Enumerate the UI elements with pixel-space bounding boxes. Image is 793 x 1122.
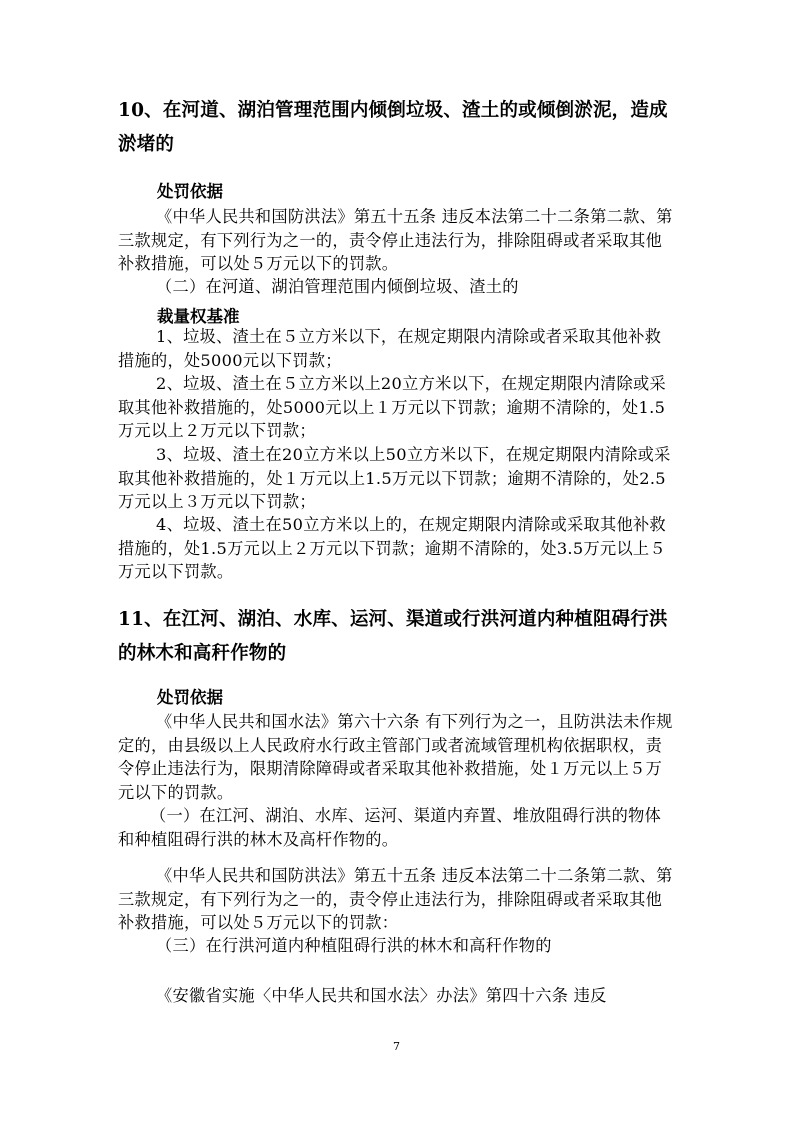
standard-item-1: 1、垃圾、渣土在５立方米以下，在规定期限内清除或者采取其他补救措施的，处5000元以下罚款； (118, 327, 662, 370)
standard-item-2: 2、垃圾、渣土在５立方米以上20立方米以下，在规定期限内清除或采取其他补救措施的，处5000元以上１万元以下罚款；逾期不清除的，处1.5万元以上２万元以下罚款； (118, 374, 666, 440)
section-10-basis-item: （二）在河道、湖泊管理范围内倾倒垃圾、渣土的 (156, 277, 519, 296)
section-11-flood-law-item: （三）在行洪河道内种植阻碍行洪的林木和高秆作物的 (156, 936, 552, 955)
section-11-water-law: 《中华人民共和国水法》第六十六条 有下列行为之一，且防洪法未作规定的，由县级以上人民政府水行政主管部门或者流域管理机构依据职权，责令停止违法行为，限期清除障碍或者采取其他补救措施，处１万元以上５万元以下的罚款。 (118, 712, 673, 802)
section-10-basis-title: 处罚依据 (157, 182, 223, 201)
section-11-anhui-regulation: 《安徽省实施〈中华人民共和国水法〉办法》第四十六条 违反 (156, 986, 607, 1005)
page-number: 7 (393, 1040, 400, 1053)
standard-item-4: 4、垃圾、渣土在50立方米以上的，在规定期限内清除或采取其他补救措施的，处1.5万元以上２万元以下罚款；逾期不清除的，处3.5万元以上５万元以下罚款。 (118, 515, 666, 581)
section-10-heading: 10、在河道、湖泊管理范围内倾倒垃圾、渣土的或倾倒淤泥，造成淤堵的 (118, 100, 668, 155)
section-10-basis-text: 《中华人民共和国防洪法》第五十五条 违反本法第二十二条第二款、第三款规定，有下列行为之一的，责令停止违法行为，排除阻碍或者采取其他补救措施，可以处５万元以下的罚款。 (118, 207, 673, 273)
standard-item-3: 3、垃圾、渣土在20立方米以上50立方米以下，在规定期限内清除或采取其他补救措施的，处１万元以上1.5万元以下罚款；逾期不清除的，处2.5万元以上３万元以下罚款； (118, 445, 671, 511)
section-11-heading: 11、在江河、湖泊、水库、运河、渠道或行洪河道内种植阻碍行洪的林木和高秆作物的 (118, 609, 668, 664)
section-11-water-law-item: （一）在江河、湖泊、水库、运河、渠道内弃置、堆放阻碍行洪的物体和种植阻碍行洪的林木及高杆作物的。 (118, 806, 662, 849)
section-10-standard-title: 裁量权基准 (157, 307, 240, 326)
section-11-flood-law: 《中华人民共和国防洪法》第五十五条 违反本法第二十二条第二款、第三款规定，有下列行为之一的，责令停止违法行为，排除阻碍或者采取其他补救措施，可以处５万元以下的罚款： (118, 866, 673, 932)
section-11-basis-title: 处罚依据 (157, 688, 223, 707)
